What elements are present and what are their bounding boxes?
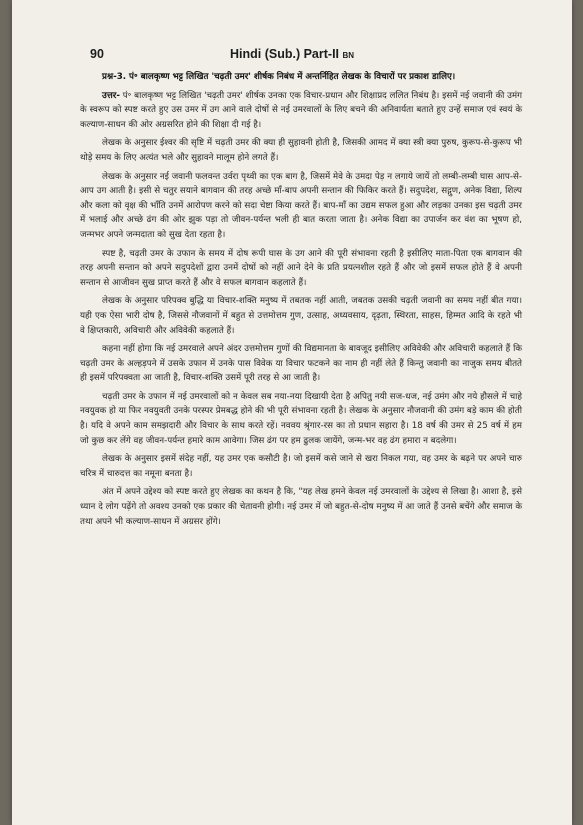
book-page — [12, 0, 572, 825]
answer-intro-text: पं॰ बालकृष्ण भट्ट लिखित 'चढ़ती उमर' शीर्षक उनका एक विचार-प्रधान और शिक्षाप्रद ललित निबंध है। इसमें नई जवानी की उमंग के स्वरूप को स्पष्ट करते हुए उस उमर में उग आने वाले दोषों से नई उमरवालों के लिए बचने की अनिवार्यता बताते हुए उन्हें समाज एवं स्वयं के कल्याण-साधन की ओर अग्रसरित होने की शिक्षा दी गई है। — [80, 90, 523, 130]
question-text: प्रश्न-3. पं॰ बालकृष्ण भट्ट लिखित 'चढ़ती उमर' शीर्षक निबंध में अन्तर्निहित लेखक के विचारों पर प्रकाश डालिए। — [102, 72, 456, 82]
paragraph-3: स्पष्ट है, चढ़ती उमर के उफान के समय में दोष रूपी घास के उग आने की पूरी संभावना रहती है इसीलिए माता-पिता एक बागवान की तरह अपनी सन्तान को अपने सदुपदेशों द्वारा उनमें दोषों को नहीं आने देने के प्रति प्रयत्नशील रहते हैं और जो इसमें सफल होते हैं वे अपनी सन्तान से आजीवन सुख प्राप्त करते हैं और वे सफल बागवान कहलाते हैं। — [80, 248, 522, 288]
running-title-text: Hindi (Sub.) Part-II — [230, 47, 340, 61]
paragraph-2: लेखक के अनुसार नई जवानी फलवन्त उर्वरा पृथ्वी का एक बाग है, जिसमें मेवे के उमदा पेड़ न लगाये जायें तो लम्बी-लम्बी घास आप-से-आप उग आती है। इसी से चतुर सयाने बागवान की तरह अच्छे माँ-बाप अपनी सन्तान की फिकिर करते हैं। सदुपदेश, सद्गुण, अनेक विद्या, शिल्प और कला को वृक्ष की भाँति उनमें आरोपण करने को सदा चेष्टा किया करते हैं। बाप-माँ का उद्यम सफल हुआ और लड़का उनका इस चढ़ती उमर में भलाई और अच्छे ढंग की ओर झुक पड़ा तो जीवन-पर्यन्त भली ही बात करता जाता है। अनेक विद्या का उपार्जन कर वंश का भूषण हो, जन्मभर अपने जन्मदाता को सुख देता रहता है। — [80, 171, 522, 240]
running-title-suffix: BN — [342, 51, 355, 60]
running-title — [230, 47, 354, 61]
paragraph-7: लेखक के अनुसार इसमें संदेह नहीं, यह उमर एक कसौटी है। जो इसमें कसे जाने से खरा निकल गया, वह उमर के बढ़ने पर अपने चारु चरित्र में चारुदत्त का नमूना बनता है। — [80, 454, 522, 479]
page-body — [80, 70, 522, 760]
paragraph-4: लेखक के अनुसार परिपक्व बुद्धि या विचार-शक्ति मनुष्य में तबतक नहीं आती, जबतक उसकी चढ़ती जवानी का समय नहीं बीत गया। यही एक ऐसा भारी दोष है, जिससे नौजवानों में बहुत से उत्तमोत्तम गुण, उत्साह, अध्यवसाय, दृढ़ता, स्थिरता, साहस, हिम्मत आदि के रहते भी वे क्षिप्तकारी, अविचारी और अविवेकी कहलाते हैं। — [80, 296, 522, 336]
paragraph-5: कहना नहीं होगा कि नई उमरवाले अपने अंदर उत्तमोत्तम गुणों की विद्यमानता के बावजूद इसीलिए अविवेकी और अविचारी कहलाते हैं कि चढ़ती उमर के अल्हड़पने में उसके उफान में उनके पास विवेक या विचार फटकने का नाम ही नहीं लेते हैं किन्तु जवानी का नाजुक समय बीतते ही इसमें परिपक्वता आ जाती है, विचार-शक्ति उसमें पूरी तरह से आ जाती है। — [80, 344, 522, 384]
page-number: 90 — [90, 47, 104, 61]
paragraph-8: अंत में अपने उद्देश्य को स्पष्ट करते हुए लेखक का कथन है कि, "यह लेख हमने केवल नई उमरवालों के उद्देश्य से लिखा है। आशा है, इसे ध्यान दे लोग पढ़ेंगे तो अवश्य उनको एक प्रकार की चेतावनी होगी। नई उमर में जो बहुत-से-दोष मनुष्य में आ जाते हैं उनसे बचेंगे और समाज के तथा अपने भी कल्याण-साधन में अग्रसर होंगे। — [80, 487, 522, 527]
paragraph-6: चढ़ती उमर के उफान में नई उमरवालों को न केवल सब नया-नया दिखायी देता है अपितु नयी सज-धज, नई उमंग और नये हौसले में चाहे नवयुवक हो या फिर नवयुवती उनके परस्पर प्रेमबद्ध होने की भी पूरी संभावना रहती है। लेखक के अनुसार नौजवानी की उमंग बड़े काम की होती है। यदि वे अपने काम समझदारी और विचार के साथ करते रहें। नववय श्रृंगार-रस का तो प्रधान सहारा है। 18 वर्ष की उमर से 25 वर्ष में हम जो कुछ कर लेंगे वह जीवन-पर्यन्त हमारे काम आवेगा। जिस ढंग पर हम ढुलक जायेंगे, जन्म-भर वह ढंग हमारा न बदलेगा। — [80, 391, 522, 446]
answer-label: उत्तर- — [102, 90, 120, 101]
page-header — [90, 47, 540, 67]
answer-intro — [80, 89, 522, 133]
paragraph-1: लेखक के अनुसार ईश्वर की सृष्टि में चढ़ती उमर की क्या ही सुहावनी होती है, जिसकी आमद में क्या स्त्री क्या पुरुष, कुरूप-से-कुरूप भी थोड़े समय के लिए अत्यंत भले और सुहावने मालूम होने लगते हैं। — [80, 138, 522, 163]
